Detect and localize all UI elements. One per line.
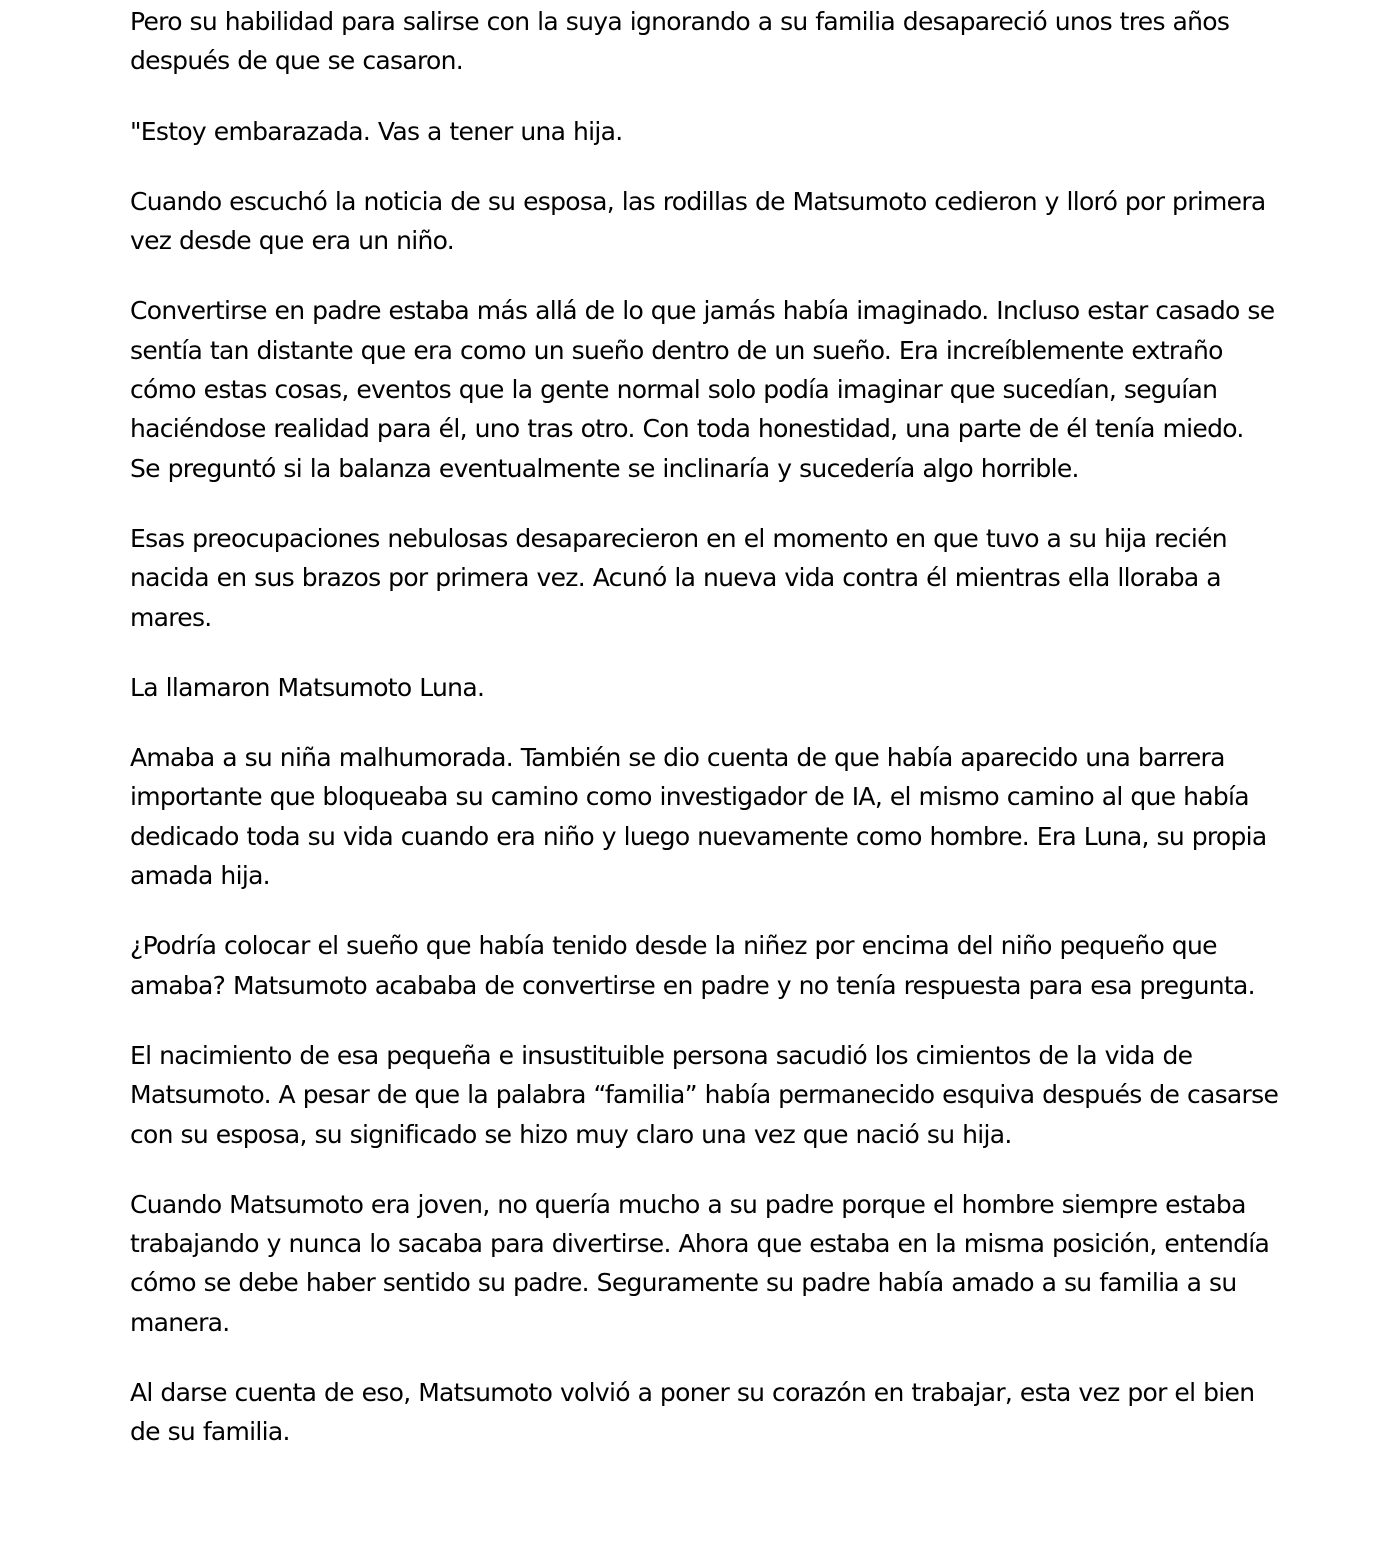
paragraph: Cuando Matsumoto era joven, no quería mucho a su padre porque el hombre siempre estaba trabajando y nunca lo sacaba para divertirse. Ahora que estaba en la misma posición, entendía cómo se debe haber sentido su padre. Seguramente su padre había amado a su familia a su manera. (130, 1189, 1270, 1337)
paragraph: El nacimiento de esa pequeña e insustituible persona sacudió los cimientos de la vida de Matsumoto. A pesar de que la palabra “familia” había permanecido esquiva después de casarse con su esposa, su significado se hizo muy claro una vez que nació su hija. (130, 1040, 1279, 1149)
paragraph: Al darse cuenta de eso, Matsumoto volvió a poner su corazón en trabajar, esta vez por el bien de su familia. (130, 1378, 1255, 1447)
paragraph: Cuando escuchó la noticia de su esposa, las rodillas de Matsumoto cedieron y lloró por primera vez desde que era un niño. (130, 186, 1266, 256)
paragraph: Pero su habilidad para salirse con la suya ignorando a su familia desapareció unos tres años después de que se casaron. (130, 7, 1230, 76)
paragraph: Amaba a su niña malhumorada. También se dio cuenta de que había aparecido una barrera importante que bloqueaba su camino como investigador de IA, el mismo camino al que había dedicado toda su vida cuando era niño y luego nuevamente como hombre. Era Luna, su propia amada hija. (130, 743, 1267, 891)
paragraph: "Estoy embarazada. Vas a tener una hija. (130, 116, 623, 146)
paragraph: Convertirse en padre estaba más allá de lo que jamás había imaginado. Incluso estar casado se sentía tan distante que era como un sueño dentro de un sueño. Era increíblemente extraño cómo estas cosas, eventos que la gente normal solo podía imaginar que sucedían, seguían haciéndose realidad para él, uno tras otro. Con toda honestidad, una parte de él tenía miedo. Se preguntó si la balanza eventualmente se inclinaría y sucedería algo horrible. (130, 296, 1275, 483)
paragraph: La llamaron Matsumoto Luna. (130, 672, 485, 702)
paragraph: Esas preocupaciones nebulosas desaparecieron en el momento en que tuvo a su hija recién nacida en sus brazos por primera vez. Acunó la nueva vida contra él mientras ella lloraba a mares. (130, 523, 1227, 632)
document-page (130, 0, 1280, 1483)
paragraph: ¿Podría colocar el sueño que había tenido desde la niñez por encima del niño pequeño que amaba? Matsumoto acababa de convertirse en padre y no tenía respuesta para esa pregunta. (130, 931, 1255, 1000)
